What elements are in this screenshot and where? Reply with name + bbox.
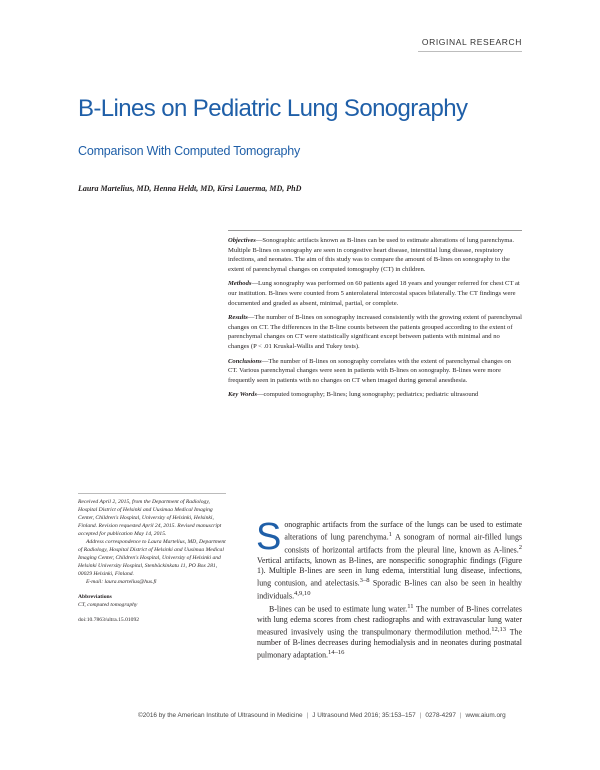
section-rule <box>418 51 522 52</box>
author-list: Laura Martelius, MD, Henna Heldt, MD, Kirsi Lauerma, MD, PhD <box>78 184 302 193</box>
body-text-run: Sporadic B-lines can also be seen in healthy individuals. <box>257 578 522 601</box>
body-text-run: B-lines can be used to estimate lung water. <box>269 604 408 614</box>
abbreviations-heading: Abbreviations <box>78 594 112 600</box>
citation-ref: 2 <box>518 544 522 552</box>
article-subtitle: Comparison With Computed Tomography <box>78 144 301 158</box>
journal-citation: J Ultrasound Med 2016; 35:153–157 <box>312 712 416 719</box>
page-footer <box>138 712 506 719</box>
body-text-run: The number of B-lines decreases during hemodialysis and in neonates during postnatal pulmonary adaptation. <box>257 627 522 660</box>
copyright: ©2016 by the American Institute of Ultrasound in Medicine <box>138 712 303 719</box>
citation-ref: 14–16 <box>328 648 345 656</box>
conclusions-text: —The number of B-lines on sonography correlates with the extent of parenchymal changes on CT. Various parenchymal changes were seen in patients with B-lines on sonography. B-lines were more frequently seen in patients with no changes on CT when imaged during general anesthesia. <box>228 357 511 384</box>
methods-text: —Lung sonography was performed on 60 patients aged 18 years and younger referred for chest CT at our institution. B-lines were counted from 5 anterolateral intercostal spaces bilaterally. The CT findings were documented and graded as absent, minimal, partial, or complete. <box>228 280 520 307</box>
website-link[interactable]: www.aium.org <box>465 712 506 719</box>
doi: doi:10.7863/ultra.15.01092 <box>78 617 140 623</box>
abstract-keywords <box>228 390 522 400</box>
keywords-text: —computed tomography; B-lines; lung sonography; pediatrics; pediatric ultrasound <box>256 391 479 399</box>
abstract-results <box>228 313 522 351</box>
received-note: Received April 2, 2015, from the Department of Radiology, Hospital District of Helsinki and Uusimaa Medical Imaging Center, Children's Hospital, University of Helsinki, Helsinki, Finland. Revision requested April 24, 2015. Revised manuscript accepted for publication May 14, 2015. <box>78 499 222 537</box>
keywords-heading: Key Words <box>228 391 257 399</box>
abstract-methods <box>228 279 522 308</box>
section-label: ORIGINAL RESEARCH <box>421 37 522 47</box>
sidebar-top-rule <box>78 493 226 494</box>
body-text-run: The number of B-lines correlates with lung edema scores from chest radiographs and with extravascular lung water measured invasively using the transpulmonary thermodilution method. <box>257 604 522 637</box>
citation-ref: 11 <box>407 602 414 610</box>
drop-cap: S <box>256 516 282 558</box>
body-paragraph-1 <box>256 516 522 602</box>
citation-ref: 12,13 <box>491 625 507 633</box>
footer-separator: | <box>419 712 422 719</box>
body-text-run: Vertical artifacts, known as B-lines, are nonspecific sonographic findings (Figure 1). Multiple B-lines are seen in lung edema, interstitial lung disease, infections, lung contusion, and atelectasis. <box>257 555 522 588</box>
citation-ref: 3–8 <box>359 577 370 585</box>
correspondence-note: Address correspondence to Laura Martelius, MD, Department of Radiology, Hospital District of Helsinki and Uusimaa Medical Imaging Center, Children's Hospital, University of Helsinki and Helsinki University Hospital, Stenbäckinkatu 11, PO Box 281, 00029 Helsinki, Finland. <box>78 539 226 577</box>
body-text-run: onographic artifacts from the surface of the lungs can be used to estimate alterations of lung parenchyma. <box>284 520 522 542</box>
citation-ref: 1 <box>388 531 392 539</box>
objectives-text: —Sonographic artifacts known as B-lines can be used to estimate alterations of lung parenchyma. Multiple B-lines on sonography are seen in congestive heart disease, interstitial lung disease, respiratory infections, and neonates. The aim of this study was to compare the amount of B-lines on sonography to the extent of parenchymal changes on computed tomography (CT) in children. <box>228 237 515 273</box>
conclusions-heading: Conclusions <box>228 357 262 365</box>
results-heading: Results <box>228 314 248 322</box>
body-text <box>256 516 522 661</box>
abstract-rule <box>228 230 522 231</box>
abbreviations-text: CT, computed tomography <box>78 602 138 608</box>
article-title: B-Lines on Pediatric Lung Sonography <box>78 95 468 122</box>
abstract <box>228 236 522 405</box>
footer-separator: | <box>459 712 462 719</box>
article-notes-sidebar <box>78 498 226 624</box>
citation-ref: 4,9,10 <box>294 590 311 598</box>
footer-separator: | <box>306 712 309 719</box>
abstract-conclusions <box>228 357 522 386</box>
email-note: E-mail: laura.martelius@hus.fi <box>86 579 157 585</box>
body-text-run: A sonogram of normal air-filled lungs consists of horizontal artifacts from the pleural line, known as A-lines. <box>284 532 522 555</box>
methods-heading: Methods <box>228 280 252 288</box>
results-text: —The number of B-lines on sonography increased consistently with the growing extent of parenchymal changes on CT. The differences in the B-line counts between the patients grouped according to the extent of parenchymal changes on CT were statistically significant except between patients with minimal and no changes (P < .01 Kruskal-Wallis and Tukey tests). <box>228 314 522 350</box>
issn: 0278-4297 <box>425 712 456 719</box>
body-paragraph-2 <box>257 602 522 661</box>
abstract-objectives <box>228 236 522 274</box>
objectives-heading: Objectives <box>228 237 256 244</box>
